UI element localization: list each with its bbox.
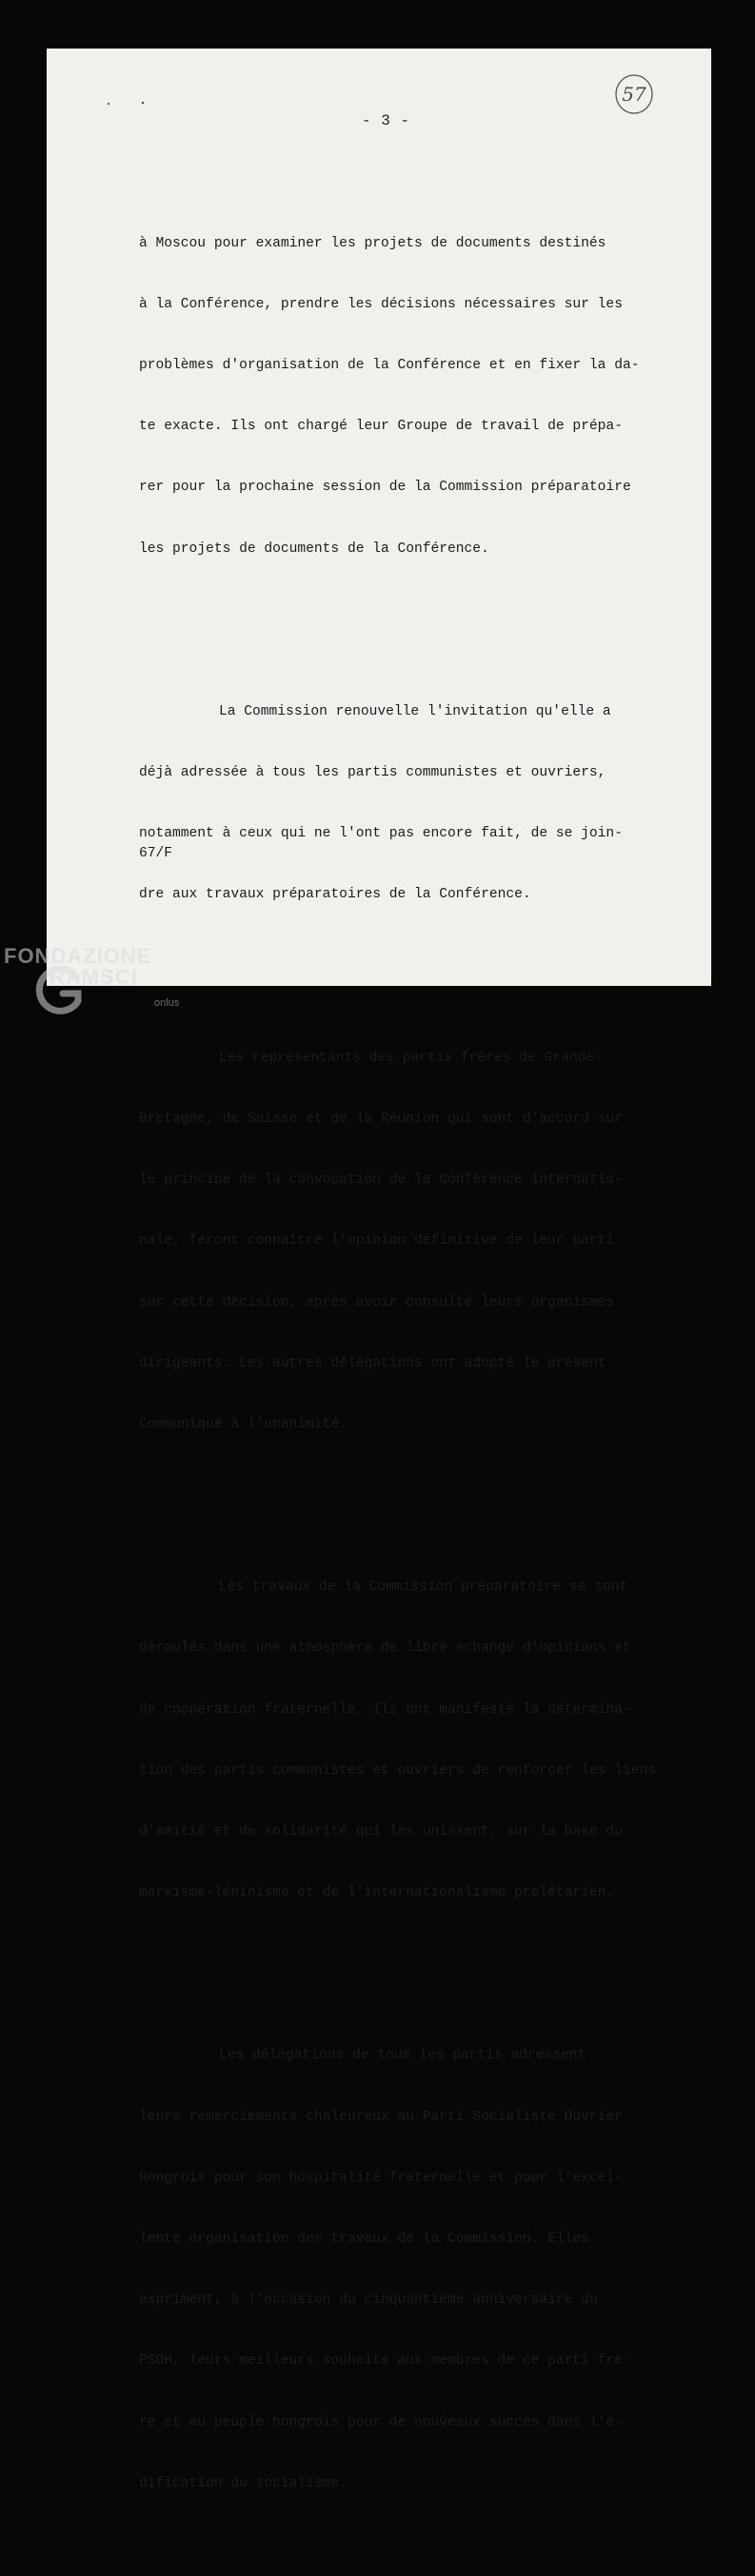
text-line: La Commission renouvelle l'invitation qu'elle a	[219, 703, 611, 719]
paragraph-4	[139, 1537, 672, 1944]
document-body	[139, 152, 672, 2576]
text-line: nale, feront connaître l'opinion définitive de leur parti	[139, 1233, 615, 1249]
text-line: le principe de la convocation de la Conférence internatio-	[139, 1172, 623, 1189]
text-line: de coopération fraternelle. Ils ont manifesté la détermina-	[139, 1701, 631, 1718]
page-number: - 3 -	[362, 112, 410, 129]
text-line: Les délégations de tous les partis adressent	[219, 2048, 586, 2064]
text-line: déjà adressée à tous les partis communistes et ouvriers,	[139, 765, 606, 781]
document-reference: 67/F	[139, 846, 173, 861]
text-line: dification du socialisme.	[139, 2475, 348, 2491]
text-line: d'amitié et de solidarité qui les unissent, sur la base du	[139, 1823, 623, 1839]
watermark-title: FONDAZIONE	[4, 944, 152, 968]
text-line-indented	[139, 1049, 672, 1069]
text-line: leurs remerciements chaleureux au Parti Socialiste Ouvrier	[139, 2109, 623, 2125]
text-line: tion des partis communistes et ouvriers de renforcer les liens	[139, 1762, 656, 1779]
text-line: à Moscou pour examiner les projets de documents destinés	[139, 235, 606, 251]
text-line: Bretagne, de Suisse et de la Réunion qui sont d'accord sur	[139, 1111, 623, 1127]
text-line: te exacte. Ils ont chargé leur Groupe de travail de prépa-	[139, 419, 623, 435]
folio-stamp-circle	[614, 73, 654, 115]
text-line: dre aux travaux préparatoires de la Conférence.	[139, 887, 531, 903]
text-line: expriment, à l'occasion du cinquantième anniversaire du	[139, 2292, 598, 2309]
text-line: les projets de documents de la Conférence.	[139, 541, 489, 557]
margin-specks	[105, 98, 152, 109]
watermark-suffix: onlus	[154, 997, 180, 1009]
text-line: sur cette décision, après avoir consulté leurs organismes	[139, 1294, 615, 1310]
text-line: re et au peuple hongrois pour de nouveaux succès dans l'é-	[139, 2414, 623, 2430]
text-line: déroulés dans une atmosphère de libre échange d'opinions et	[139, 1641, 631, 1657]
text-line: lente organisation des travaux de la Commission. Elles	[139, 2231, 589, 2247]
folio-number: 57	[622, 83, 646, 106]
text-line: dirigeants. Les autres délégations ont adopté le présent	[139, 1355, 606, 1371]
paragraph-5	[139, 2006, 672, 2535]
text-line: à la Conférence, prendre les décisions nécessaires sur les	[139, 296, 623, 312]
text-line: Les travaux de la Commission préparatoire se sont	[219, 1580, 628, 1596]
paragraph-1	[139, 193, 672, 600]
text-line-indented	[139, 2046, 672, 2066]
text-line-indented	[139, 702, 672, 722]
paragraph-3	[139, 1008, 672, 1476]
text-line: Communiqué à l'unanimité.	[139, 1416, 348, 1432]
text-line: Hongrois pour son hospitalité fraternelle et pour l'excel-	[139, 2170, 623, 2186]
paragraph-2	[139, 661, 672, 947]
text-line: problèmes d'organisation de la Conférence et en fixer la da-	[139, 358, 640, 374]
text-line: notamment à ceux qui ne l'ont pas encore fait, de se join-	[139, 826, 623, 842]
text-line-indented	[139, 1578, 672, 1598]
watermark	[2, 944, 192, 1022]
text-line: PSOH, leurs meilleurs souhaits aux membres de ce parti frè-	[139, 2353, 631, 2370]
text-line: marxisme-léninisme et de l'internationalisme prolétarien.	[139, 1885, 615, 1901]
watermark-subtitle: RAMSCI	[50, 965, 138, 989]
text-line: rer pour la prochaine session de la Commission préparatoire	[139, 480, 631, 496]
text-line: Les représentants des partis frères de Grande-	[219, 1050, 603, 1066]
